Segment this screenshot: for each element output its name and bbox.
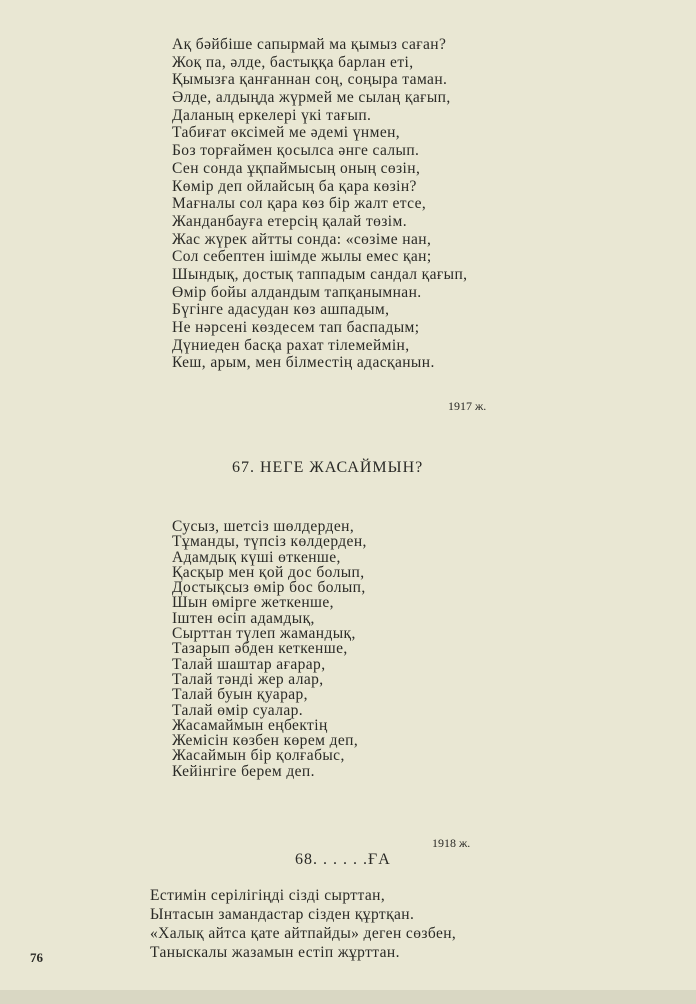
poem-line: Шындық, достық таппадым сандал қағып, — [172, 265, 468, 283]
poem-3-title: 68. . . . . .ҒА — [295, 851, 391, 868]
poem-line: Не нәрсені көздесем тап баспадым; — [172, 319, 420, 336]
poem-line: Даланың еркелері үкі тағып. — [172, 106, 372, 124]
poem-line: Өмір бойы алдандым тапқанымнан. — [172, 283, 422, 301]
poem-line: Бүгінге адасудан көз ашпадым, — [172, 301, 390, 319]
poem-line: Естимін серілігіңді сізді сырттан, — [150, 887, 386, 904]
poem-line: Ақ бәйбіше сапырмай ма қымыз саған? — [172, 36, 447, 53]
poem-line: Көмір деп ойлайсың ба қара көзін? — [172, 177, 417, 195]
poem-line: Әлде, алдыңда жүрмей ме сылаң қағып, — [172, 89, 451, 107]
poem-line: Сен сонда ұқпаймысың оның сөзін, — [172, 159, 421, 177]
poem-2-title: 67. НЕГЕ ЖАСАЙМЫН? — [232, 459, 424, 476]
poem-line: Мағналы сол қара көз бір жалт етсе, — [172, 195, 427, 213]
poem-3-text — [150, 886, 456, 962]
poem-line: Сол себептен ішімде жылы емес қан; — [172, 248, 432, 266]
poem-line: Талай буын қуарар, — [172, 686, 308, 704]
poem-1-date: 1917 ж. — [448, 399, 487, 413]
poem-line: Дүниеден басқа рахат тілемеймін, — [172, 336, 410, 354]
poem-line: Талай шаштар ағарар, — [172, 655, 326, 673]
poem-line: Сырттан түлеп жамандық, — [172, 625, 356, 643]
poem-line: Кейінгіге берем деп. — [172, 762, 315, 780]
poem-line: Жанданбауға етерсің қалай төзім. — [172, 212, 407, 230]
page-number: 76 — [30, 950, 43, 965]
poem-line: Тазарып әбден кеткенше, — [172, 640, 348, 658]
poem-line: Ынтасын замандастар сізден құртқан. — [150, 906, 415, 923]
poem-line: Сусыз, шетсіз шөлдерден, — [172, 518, 355, 535]
poem-line: Табиғат өксімей ме әдемі үнмен, — [172, 124, 401, 142]
poem-line: Талай өмір суалар. — [172, 701, 304, 719]
poem-line: Талай тәнді жер алар, — [172, 670, 324, 688]
poem-line: Тұманды, түпсіз көлдерден, — [172, 533, 367, 551]
poem-line: Достықсыз өмір бос болып, — [172, 579, 366, 597]
poem-line: Шын өмірге жеткенше, — [172, 594, 334, 612]
poem-line: Адамдық күші өткенше, — [172, 548, 341, 566]
poem-line: Жасамаймын еңбектің — [172, 716, 328, 734]
poem-1-text — [172, 36, 467, 372]
page-edge — [0, 990, 696, 1004]
poem-line: Таныскалы жазамын естіп жұрттан. — [150, 944, 400, 961]
poem-line: Қасқыр мен қой дос болып, — [172, 563, 365, 581]
poem-line: Жасаймын бір қолғабыс, — [172, 747, 345, 765]
poem-line: Жемісін көзбен көрем деп, — [172, 732, 359, 750]
poem-line: Боз торғаймен қосылса әнге салып. — [172, 142, 420, 160]
poem-2-date: 1918 ж. — [432, 836, 471, 850]
poem-line: Іштен өсіп адамдық, — [172, 609, 315, 627]
poem-2-text — [172, 519, 367, 779]
poem-line: Кеш, арым, мен білместің адасқанын. — [172, 354, 435, 372]
poem-line: Қымызға қанғаннан соң, соңыра таман. — [172, 71, 448, 89]
poem-line: Жас жүрек айтты сонда: «сөзіме нан, — [172, 230, 432, 248]
poem-line: «Халық айтса қате айтпайды» деген сөзбен, — [150, 925, 457, 942]
poem-line: Жоқ па, әлде, бастыққа барлан еті, — [172, 53, 414, 71]
